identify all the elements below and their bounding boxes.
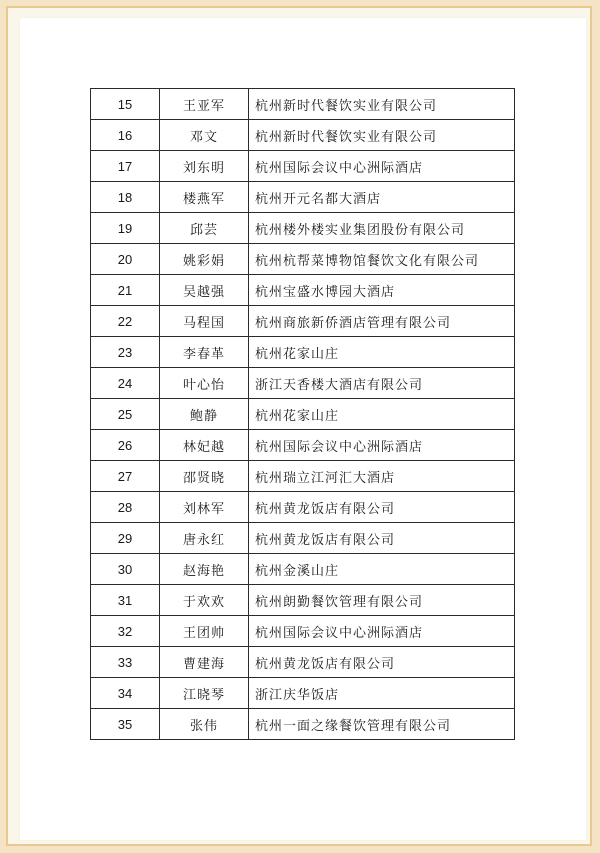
table-row [91,213,515,244]
row-number: 33 [91,647,160,678]
table-row [91,678,515,709]
organization-name: 杭州黄龙饭店有限公司 [249,523,515,554]
organization-name: 杭州花家山庄 [249,399,515,430]
table-row [91,182,515,213]
organization-name: 杭州宝盛水博园大酒店 [249,275,515,306]
row-number: 17 [91,151,160,182]
row-number: 19 [91,213,160,244]
organization-name: 浙江天香楼大酒店有限公司 [249,368,515,399]
row-number: 35 [91,709,160,740]
row-number: 23 [91,337,160,368]
organization-name: 浙江庆华饭店 [249,678,515,709]
table-row [91,275,515,306]
row-number: 18 [91,182,160,213]
table-row [91,120,515,151]
organization-name: 杭州金溪山庄 [249,554,515,585]
person-name: 叶心怡 [160,368,249,399]
row-number: 24 [91,368,160,399]
table-row [91,554,515,585]
roster-table [90,88,515,740]
table-row [91,647,515,678]
person-name: 于欢欢 [160,585,249,616]
organization-name: 杭州国际会议中心洲际酒店 [249,430,515,461]
person-name: 王亚军 [160,89,249,120]
organization-name: 杭州黄龙饭店有限公司 [249,492,515,523]
person-name: 江晓琴 [160,678,249,709]
organization-name: 杭州一面之缘餐饮管理有限公司 [249,709,515,740]
table-row [91,523,515,554]
organization-name: 杭州朗勤餐饮管理有限公司 [249,585,515,616]
person-name: 赵海艳 [160,554,249,585]
table-row [91,430,515,461]
person-name: 邱芸 [160,213,249,244]
row-number: 32 [91,616,160,647]
row-number: 27 [91,461,160,492]
organization-name: 杭州杭帮菜博物馆餐饮文化有限公司 [249,244,515,275]
organization-name: 杭州花家山庄 [249,337,515,368]
row-number: 16 [91,120,160,151]
organization-name: 杭州瑞立江河汇大酒店 [249,461,515,492]
person-name: 刘东明 [160,151,249,182]
organization-name: 杭州国际会议中心洲际酒店 [249,616,515,647]
row-number: 22 [91,306,160,337]
organization-name: 杭州开元名都大酒店 [249,182,515,213]
person-name: 王团帅 [160,616,249,647]
person-name: 马程国 [160,306,249,337]
table-row [91,306,515,337]
row-number: 20 [91,244,160,275]
table-row [91,461,515,492]
person-name: 邵贤晓 [160,461,249,492]
person-name: 刘林军 [160,492,249,523]
person-name: 邓文 [160,120,249,151]
table-row [91,616,515,647]
person-name: 李春革 [160,337,249,368]
row-number: 29 [91,523,160,554]
person-name: 鲍静 [160,399,249,430]
person-name: 张伟 [160,709,249,740]
row-number: 34 [91,678,160,709]
row-number: 15 [91,89,160,120]
table-row [91,585,515,616]
table-row [91,244,515,275]
roster-table-body [91,89,515,740]
organization-name: 杭州新时代餐饮实业有限公司 [249,89,515,120]
row-number: 21 [91,275,160,306]
row-number: 25 [91,399,160,430]
row-number: 31 [91,585,160,616]
person-name: 曹建海 [160,647,249,678]
organization-name: 杭州商旅新侨酒店管理有限公司 [249,306,515,337]
table-row [91,709,515,740]
page-frame [6,6,592,846]
row-number: 26 [91,430,160,461]
table-row [91,368,515,399]
table-row [91,337,515,368]
organization-name: 杭州楼外楼实业集团股份有限公司 [249,213,515,244]
organization-name: 杭州新时代餐饮实业有限公司 [249,120,515,151]
person-name: 姚彩娟 [160,244,249,275]
row-number: 28 [91,492,160,523]
organization-name: 杭州黄龙饭店有限公司 [249,647,515,678]
table-row [91,151,515,182]
row-number: 30 [91,554,160,585]
person-name: 吴越强 [160,275,249,306]
person-name: 林妃越 [160,430,249,461]
table-row [91,399,515,430]
person-name: 楼燕军 [160,182,249,213]
document-page [20,18,586,840]
table-row [91,89,515,120]
person-name: 唐永红 [160,523,249,554]
table-row [91,492,515,523]
organization-name: 杭州国际会议中心洲际酒店 [249,151,515,182]
